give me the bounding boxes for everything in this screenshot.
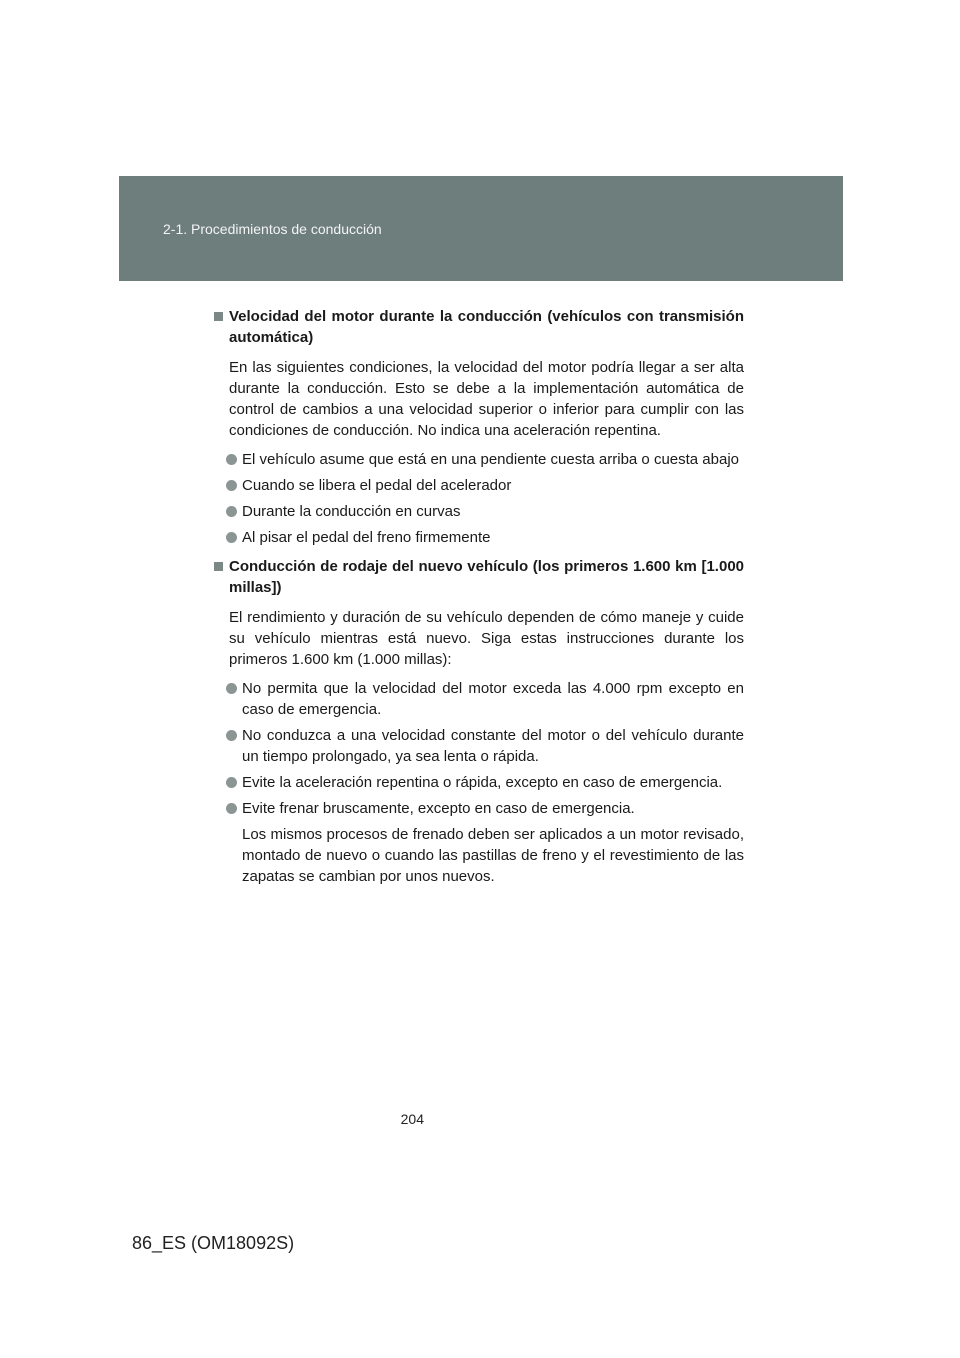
page-content: [212, 306, 744, 892]
circle-bullet-icon: [226, 480, 237, 491]
section-title: 2-1. Procedimientos de conducción: [163, 221, 382, 237]
section-heading-engine-speed: Velocidad del motor durante la conducción (vehículos con transmisión automática): [212, 306, 744, 348]
circle-bullet-icon: [226, 506, 237, 517]
square-bullet-icon: [214, 312, 223, 321]
circle-bullet-icon: [226, 803, 237, 814]
list-item: Evite la aceleración repentina o rápida, excepto en caso de emergencia.: [212, 772, 744, 793]
section-heading-break-in: Conducción de rodaje del nuevo vehículo (los primeros 1.600 km [1.000 millas]): [212, 556, 744, 598]
circle-bullet-icon: [226, 683, 237, 694]
circle-bullet-icon: [226, 532, 237, 543]
list-item: El vehículo asume que está en una pendiente cuesta arriba o cuesta abajo: [212, 449, 744, 470]
header-band: [119, 176, 843, 281]
circle-bullet-icon: [226, 730, 237, 741]
list-item: Al pisar el pedal del freno firmemente: [212, 527, 744, 548]
square-bullet-icon: [214, 562, 223, 571]
bullet-note: Los mismos procesos de frenado deben ser aplicados a un motor revisado, montado de nuevo o cuando las pastillas de freno y el revestimiento de las zapatas se cambian por unos nuevos.: [242, 826, 744, 885]
list-item: Evite frenar bruscamente, excepto en caso de emergencia.: [212, 798, 744, 819]
list-item: No conduzca a una velocidad constante del motor o del vehículo durante un tiempo prolongado, ya sea lenta o rápida.: [212, 725, 744, 767]
list-item: Cuando se libera el pedal del acelerador: [212, 475, 744, 496]
section-paragraph: El rendimiento y duración de su vehículo dependen de cómo maneje y cuide su vehículo mientras está nuevo. Siga estas instrucciones durante los primeros 1.600 km (1.000 millas):: [229, 609, 744, 668]
footer-code: 86_ES (OM18092S): [132, 1233, 295, 1253]
section-paragraph: En las siguientes condiciones, la velocidad del motor podría llegar a ser alta durante la conducción. Esto se debe a la implementación automática de control de cambios a una velocidad superior o inferior para cumplir con las condiciones de conducción. No indica una aceleración repentina.: [229, 359, 744, 439]
list-item: No permita que la velocidad del motor exceda las 4.000 rpm excepto en caso de emergencia.: [212, 678, 744, 720]
circle-bullet-icon: [226, 777, 237, 788]
circle-bullet-icon: [226, 454, 237, 465]
page-number: 204: [400, 1111, 424, 1127]
list-item: Durante la conducción en curvas: [212, 501, 744, 522]
